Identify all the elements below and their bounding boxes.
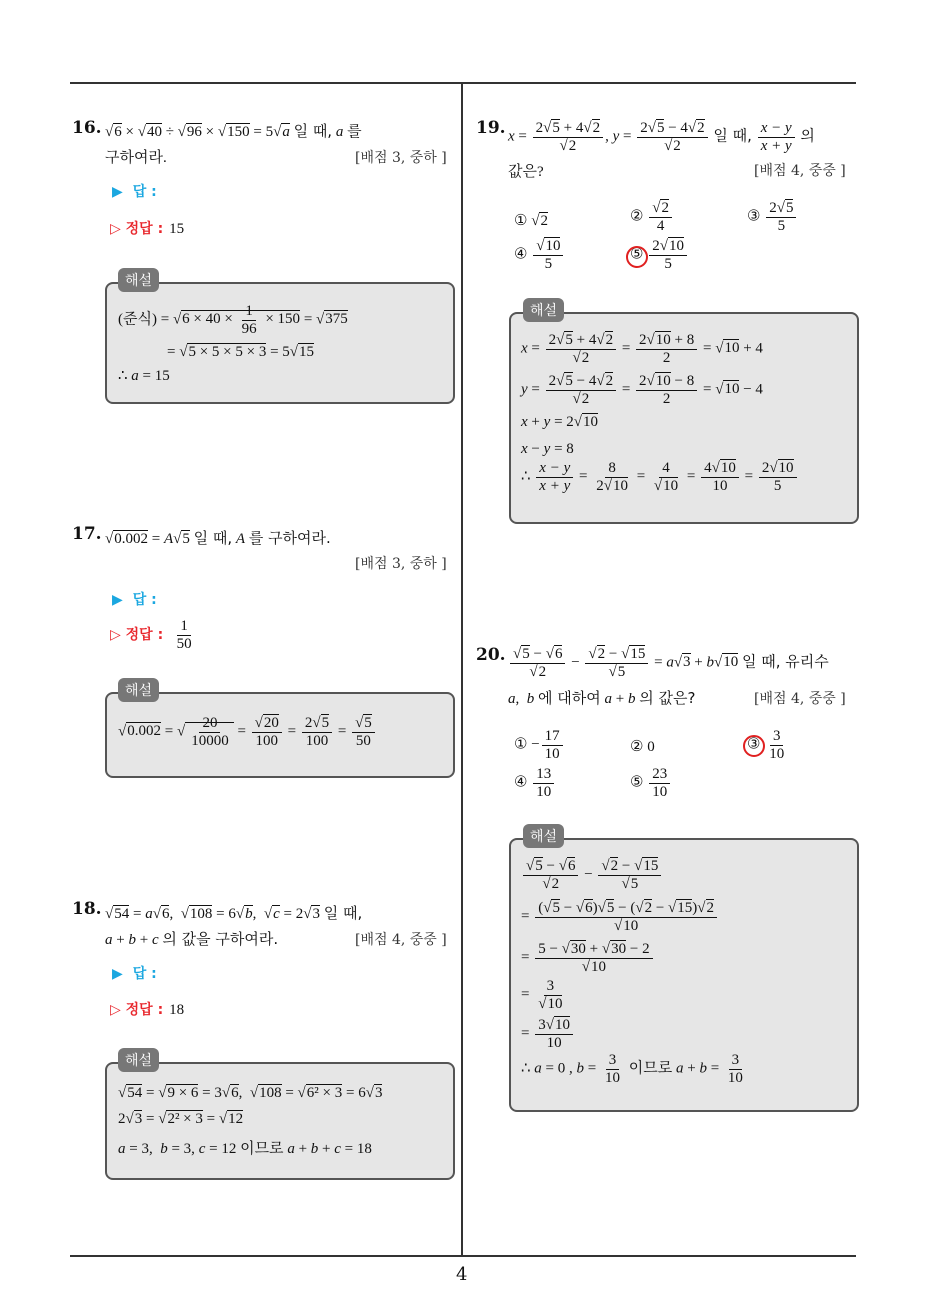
q16-number: 16. (72, 118, 102, 138)
q20-option-5[interactable]: ⑤ $\frac{23}{10}$ (630, 766, 672, 800)
explanation-tag: 해설 (118, 268, 159, 292)
correct-label: 정답 : (125, 1002, 164, 1018)
q18-sol-line3: a = 3, b = 3, c = 12 이므로 a + b + c = 18 (118, 1139, 372, 1157)
q20-sol-line4: = $\frac{3}{√10}$ (521, 978, 563, 1012)
q19-meta: [배점 4, 중중 ] (754, 163, 846, 179)
q16-statement-2: 구하여라. (105, 150, 167, 166)
q16-statement: √6 × √40 ÷ √96 × √150 = 5√a 일 때, a 를 (105, 122, 362, 140)
q20-option-2[interactable]: ② 0 (630, 739, 655, 755)
q16-sol-line3: ∴ a = 15 (118, 368, 170, 384)
q19-statement: x = $\frac{2√5 + 4√2}{√2}$ , y = $\frac{2√5 - 4√2}{√2}$ 일 때, $\frac{x - y}{x + y}$ 의 (508, 120, 815, 154)
q18-correct-row (110, 999, 184, 1019)
q18-correct-value: 18 (169, 1002, 185, 1018)
q19-sol-line3: x + y = 2√10 (521, 414, 599, 430)
q19-sol-line1: x = $\frac{2√5 + 4√2}{√2}$ = $\frac{2√10 + 8}{2}$ = √10 + 4 (521, 332, 763, 366)
explanation-tag: 해설 (523, 298, 564, 322)
q20-sol-line6: ∴ a = 0 , b = $\frac{3}{10}$ 이므로 a + b = $\frac{3}{10}$ (521, 1052, 743, 1086)
q18-answer-row (112, 963, 157, 983)
q16-correct-row (110, 218, 184, 238)
q19-option-4[interactable]: ④ $\frac{√10}{5}$ (514, 238, 565, 272)
column-divider (461, 84, 463, 1256)
q20-option-1[interactable]: ① − $\frac{17}{10}$ (514, 728, 565, 762)
q17-number: 17. (72, 524, 102, 544)
explanation-tag: 해설 (118, 678, 159, 702)
q17-correct-value: $\frac{1}{50}$ (176, 618, 192, 652)
q18-number: 18. (72, 899, 102, 919)
q18-sol-line1: √54 = √9 × 6 = 3√6, √108 = √6² × 3 = 6√3 (118, 1085, 383, 1101)
play-icon: ▶ (112, 966, 123, 982)
play-icon: ▶ (112, 184, 123, 200)
q20-option-4[interactable]: ④ $\frac{13}{10}$ (514, 766, 556, 800)
selected-answer-mark (743, 735, 765, 757)
q16-explanation-box (105, 282, 455, 404)
answer-label: 답 : (132, 184, 157, 200)
q17-meta: [배점 3, 중하 ] (355, 556, 447, 572)
explanation-tag: 해설 (118, 1048, 159, 1072)
q20-sol-line5: = $\frac{3√10}{10}$ (521, 1017, 575, 1051)
q20-number: 20. (476, 645, 506, 665)
correct-label: 정답 : (125, 627, 164, 643)
q20-option-3[interactable]: ③ $\frac{3}{10}$ (747, 728, 785, 762)
q19-option-5[interactable]: ⑤ $\frac{2√10}{5}$ (630, 238, 689, 272)
q17-sol: √0.002 = √ $\frac{20}{10000}$ = $\frac{√20}{100}$ = $\frac{2√5}{100}$ = $\frac{√5}{50}$ (118, 715, 377, 749)
q20-sol-line2: = $\frac{(√5 - √6)√5 - (√2 - √15)√2}{√10}$ (521, 900, 719, 934)
q20-sol-line1: $\frac{√5 - √6}{√2}$ − $\frac{√2 - √15}{√5}$ (521, 858, 663, 892)
q19-sol-line2: y = $\frac{2√5 - 4√2}{√2}$ = $\frac{2√10 - 8}{2}$ = √10 − 4 (521, 373, 763, 407)
selected-answer-mark (626, 246, 648, 268)
q17-statement: √0.002 = A√5 일 때, A 를 구하여라. (105, 529, 331, 547)
q16-meta: [배점 3, 중하 ] (355, 150, 447, 166)
q16-sol-line1: (준식) = √6 × 40 × $\frac{1}{96}$ × 150 = √375 (118, 303, 348, 337)
bottom-rule (70, 1255, 856, 1257)
q19-sol-line4: x − y = 8 (521, 441, 574, 457)
q20-statement-2: a, b 에 대하여 a + b 의 값은? (508, 689, 696, 707)
q17-answer-row (112, 589, 157, 609)
q16-sol-line2: = √5 × 5 × 5 × 3 = 5√15 (167, 344, 315, 360)
q16-answer-row (112, 181, 157, 201)
top-rule (70, 82, 856, 84)
q16-correct-value: 15 (169, 221, 185, 237)
q20-statement: $\frac{√5 - √6}{√2}$ − $\frac{√2 - √15}{√5}$ = a√3 + b√10 일 때, 유리수 (508, 646, 829, 680)
q18-statement: √54 = a√6, √108 = 6√b, √c = 2√3 일 때, (105, 904, 363, 922)
q19-option-2[interactable]: ② $\frac{√2}{4}$ (630, 200, 674, 234)
page-number: 4 (456, 1264, 468, 1285)
q18-meta: [배점 4, 중중 ] (355, 932, 447, 948)
q19-option-3[interactable]: ③ $\frac{2√5}{5}$ (747, 200, 798, 234)
q20-meta: [배점 4, 중중 ] (754, 691, 846, 707)
q18-sol-line2: 2√3 = √2² × 3 = √12 (118, 1111, 244, 1127)
triangle-outline-icon: ▷ (110, 627, 126, 643)
q19-option-1[interactable]: ① √2 (514, 213, 548, 229)
play-icon: ▶ (112, 592, 123, 608)
answer-label: 답 : (132, 966, 157, 982)
q18-statement-2: a + b + c 의 값을 구하여라. (105, 930, 279, 948)
q19-sol-line5: ∴ $\frac{x - y}{x + y}$ = $\frac{8}{2√10}$ = $\frac{4}{√10}$ = $\frac{4√10}{10}$ = $\frac{2√10}{5}$ (521, 460, 799, 494)
q17-correct-row (110, 618, 197, 652)
triangle-outline-icon: ▷ (110, 1002, 126, 1018)
q20-sol-line3: = $\frac{5 - √30 + √30 - 2}{√10}$ (521, 941, 655, 975)
explanation-tag: 해설 (523, 824, 564, 848)
correct-label: 정답 : (125, 221, 164, 237)
answer-label: 답 : (132, 592, 157, 608)
q19-statement-2: 값은? (508, 164, 544, 180)
q19-number: 19. (476, 118, 506, 138)
triangle-outline-icon: ▷ (110, 221, 126, 237)
